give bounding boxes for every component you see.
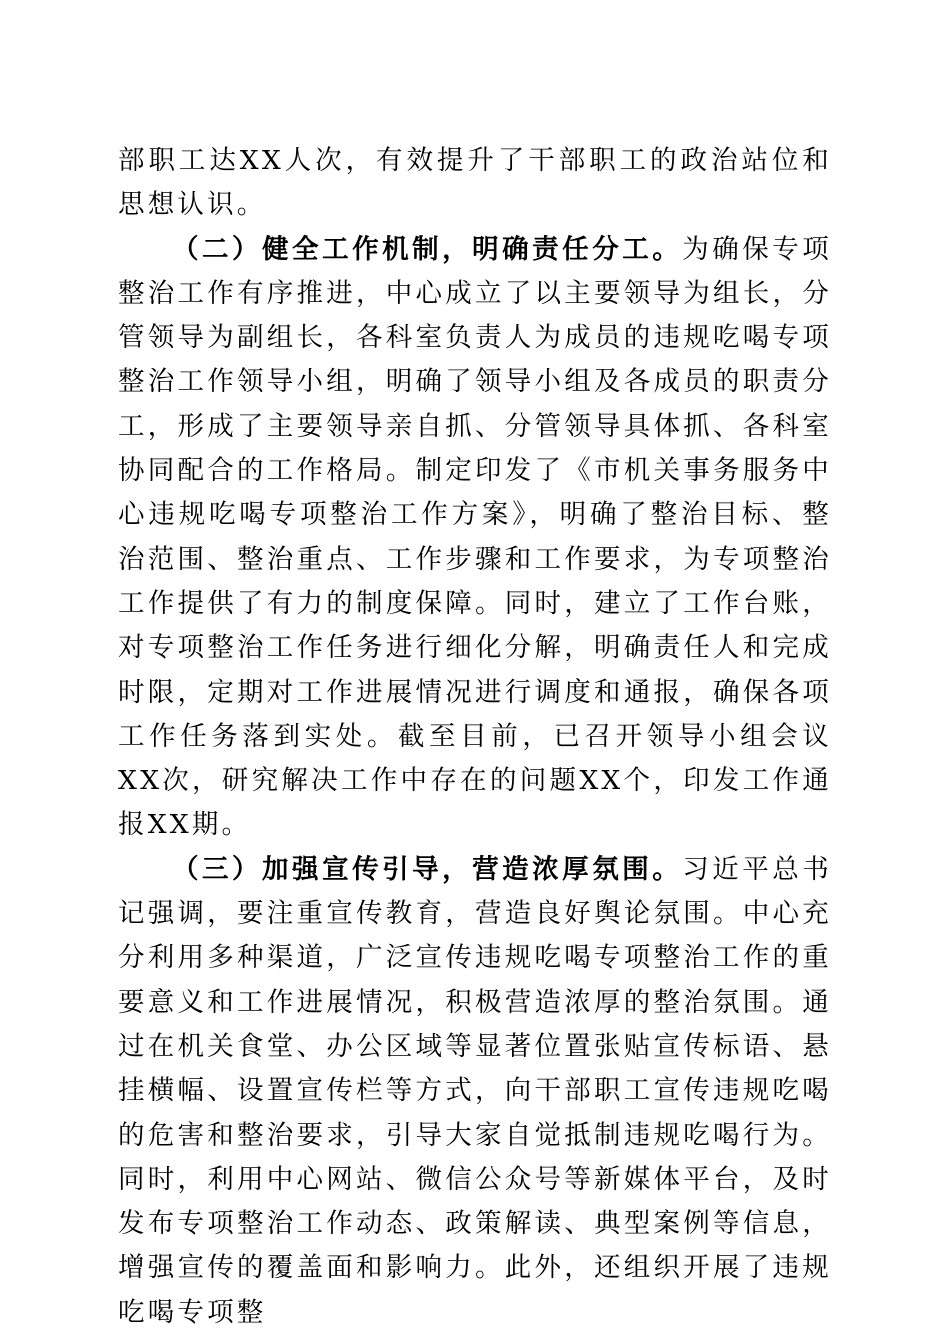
paragraph-text: 为确保专项整治工作有序推进，中心成立了以主要领导为组长，分管领导为副组长，各科室负责人为成员的违规吃喝专项整治工作领导小组，明确了领导小组及各成员的职责分工，形成了主要领导亲自抓、分管领导具体抓、各科室协同配合的工作格局。制定印发了《市机关事务服务中心违规吃喝专项整治工作方案》，明确了整治目标、整治范围、整治重点、工作步骤和工作要求，为专项整治工作提供了有力的制度保障。同时，建立了工作台账，对专项整治工作任务进行细化分解，明确责任人和完成时限，定期对工作进展情况进行调度和通报，确保各项工作任务落到实处。截至目前，已召开领导小组会议XX次，研究解决工作中存在的问题XX个，印发工作通报XX期。 bbox=[118, 233, 833, 841]
section-heading: （二）健全工作机制，明确责任分工。 bbox=[172, 233, 683, 265]
paragraph-text: 部职工达XX人次，有效提升了干部职工的政治站位和思想认识。 bbox=[118, 145, 832, 221]
paragraph-text: 习近平总书记强调，要注重宣传教育，营造良好舆论氛围。中心充分利用多种渠道，广泛宣传违规吃喝专项整治工作的重要意义和工作进展情况，积极营造浓厚的整治氛围。通过在机关食堂、办公区域等显著位置张贴宣传标语、悬挂横幅、设置宣传栏等方式，向干部职工宣传违规吃喝的危害和整治要求，引导大家自觉抵制违规吃喝行为。同时，利用中心网站、微信公众号等新媒体平台，及时发布专项整治工作动态、政策解读、典型案例等信息，增强宣传的覆盖面和影响力。此外，还组织开展了违规吃喝专项整 bbox=[118, 853, 833, 1328]
paragraph-continuation bbox=[118, 139, 832, 228]
paragraph-section-2 bbox=[118, 228, 832, 848]
document-body bbox=[118, 139, 832, 1335]
paragraph-section-3 bbox=[118, 848, 832, 1335]
section-heading: （三）加强宣传引导，营造浓厚氛围。 bbox=[172, 853, 683, 885]
